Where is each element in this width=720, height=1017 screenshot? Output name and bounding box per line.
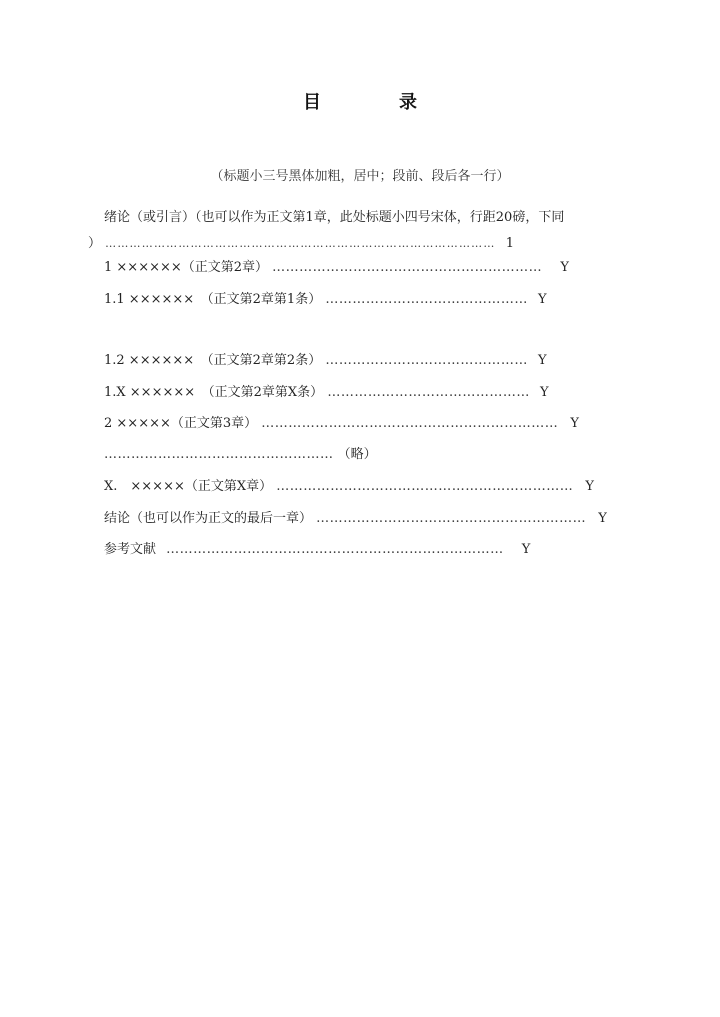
toc-leader-dots: ……………………………………… [325,292,528,307]
toc-entry-text: 1.1 ×××××× （正文第2章第1条） [104,292,322,307]
toc-entry-section-1-x[interactable] [104,381,549,400]
toc-entry-chapter-3[interactable] [104,412,579,431]
toc-page-number: Y [598,511,607,526]
toc-leader-dots: ………………………………………………………… [276,479,574,494]
toc-entry-text: 1 ××××××（正文第2章） [104,260,269,275]
toc-leader-dots: ……………………………………… [325,353,528,368]
toc-page-number: Y [539,385,549,400]
toc-entry-omitted[interactable] [104,443,377,462]
toc-omitted-label: （略） [337,447,377,462]
toc-entry-chapter-2[interactable] [104,256,569,275]
toc-page-number: Y [570,416,580,431]
toc-leader-dots: …………………………………………………… [272,260,543,275]
toc-leader-dots: …………………………………………………… [316,511,587,526]
toc-page-number: 1 [505,236,514,251]
toc-page-number: Y [538,292,547,307]
toc-entry-introduction[interactable] [104,206,564,225]
toc-entry-section-1-1[interactable] [104,288,547,307]
toc-entry-text: 1.X ×××××× （正文第2章第X条） [104,385,324,400]
toc-leader-dots: ………………………………………………………………… [166,542,504,557]
toc-page-number: Y [585,479,594,494]
toc-leader-dots: ……………………………………… [327,385,530,400]
toc-entry-introduction-continued[interactable] [88,232,514,251]
toc-leader-dots: …………………………………………………………………………………… [105,237,496,250]
toc-entry-text: 结论（也可以作为正文的最后一章） [104,511,313,526]
toc-entry-conclusion[interactable] [104,507,607,526]
toc-entry-text: 1.2 ×××××× （正文第2章第2条） [104,353,322,368]
toc-entry-section-1-2[interactable] [104,349,547,368]
toc-entry-text: 参考文献 [104,542,157,557]
toc-leader-dots: ………………………………………………………… [261,416,559,431]
toc-page-number: Y [560,260,569,275]
toc-page-number: Y [521,542,531,557]
page-title: 目 录 [303,92,447,113]
toc-leader-dots: …………………………………………… [104,447,334,462]
toc-entry-chapter-x[interactable] [104,475,594,494]
title-format-note: （标题小三号黑体加粗，居中；段前、段后各一行） [210,169,510,184]
toc-page-number: Y [538,353,547,368]
toc-entry-text: 绪论（或引言）（也可以作为正文第1章，此处标题小四号宋体，行距20磅，下同 [104,210,565,225]
toc-entry-text: 2 ×××××（正文第3章） [104,416,258,431]
toc-entry-text: X. ×××××（正文第X章） [104,479,273,494]
toc-entry-text: ） [88,236,102,251]
toc-entry-references[interactable] [104,538,530,557]
